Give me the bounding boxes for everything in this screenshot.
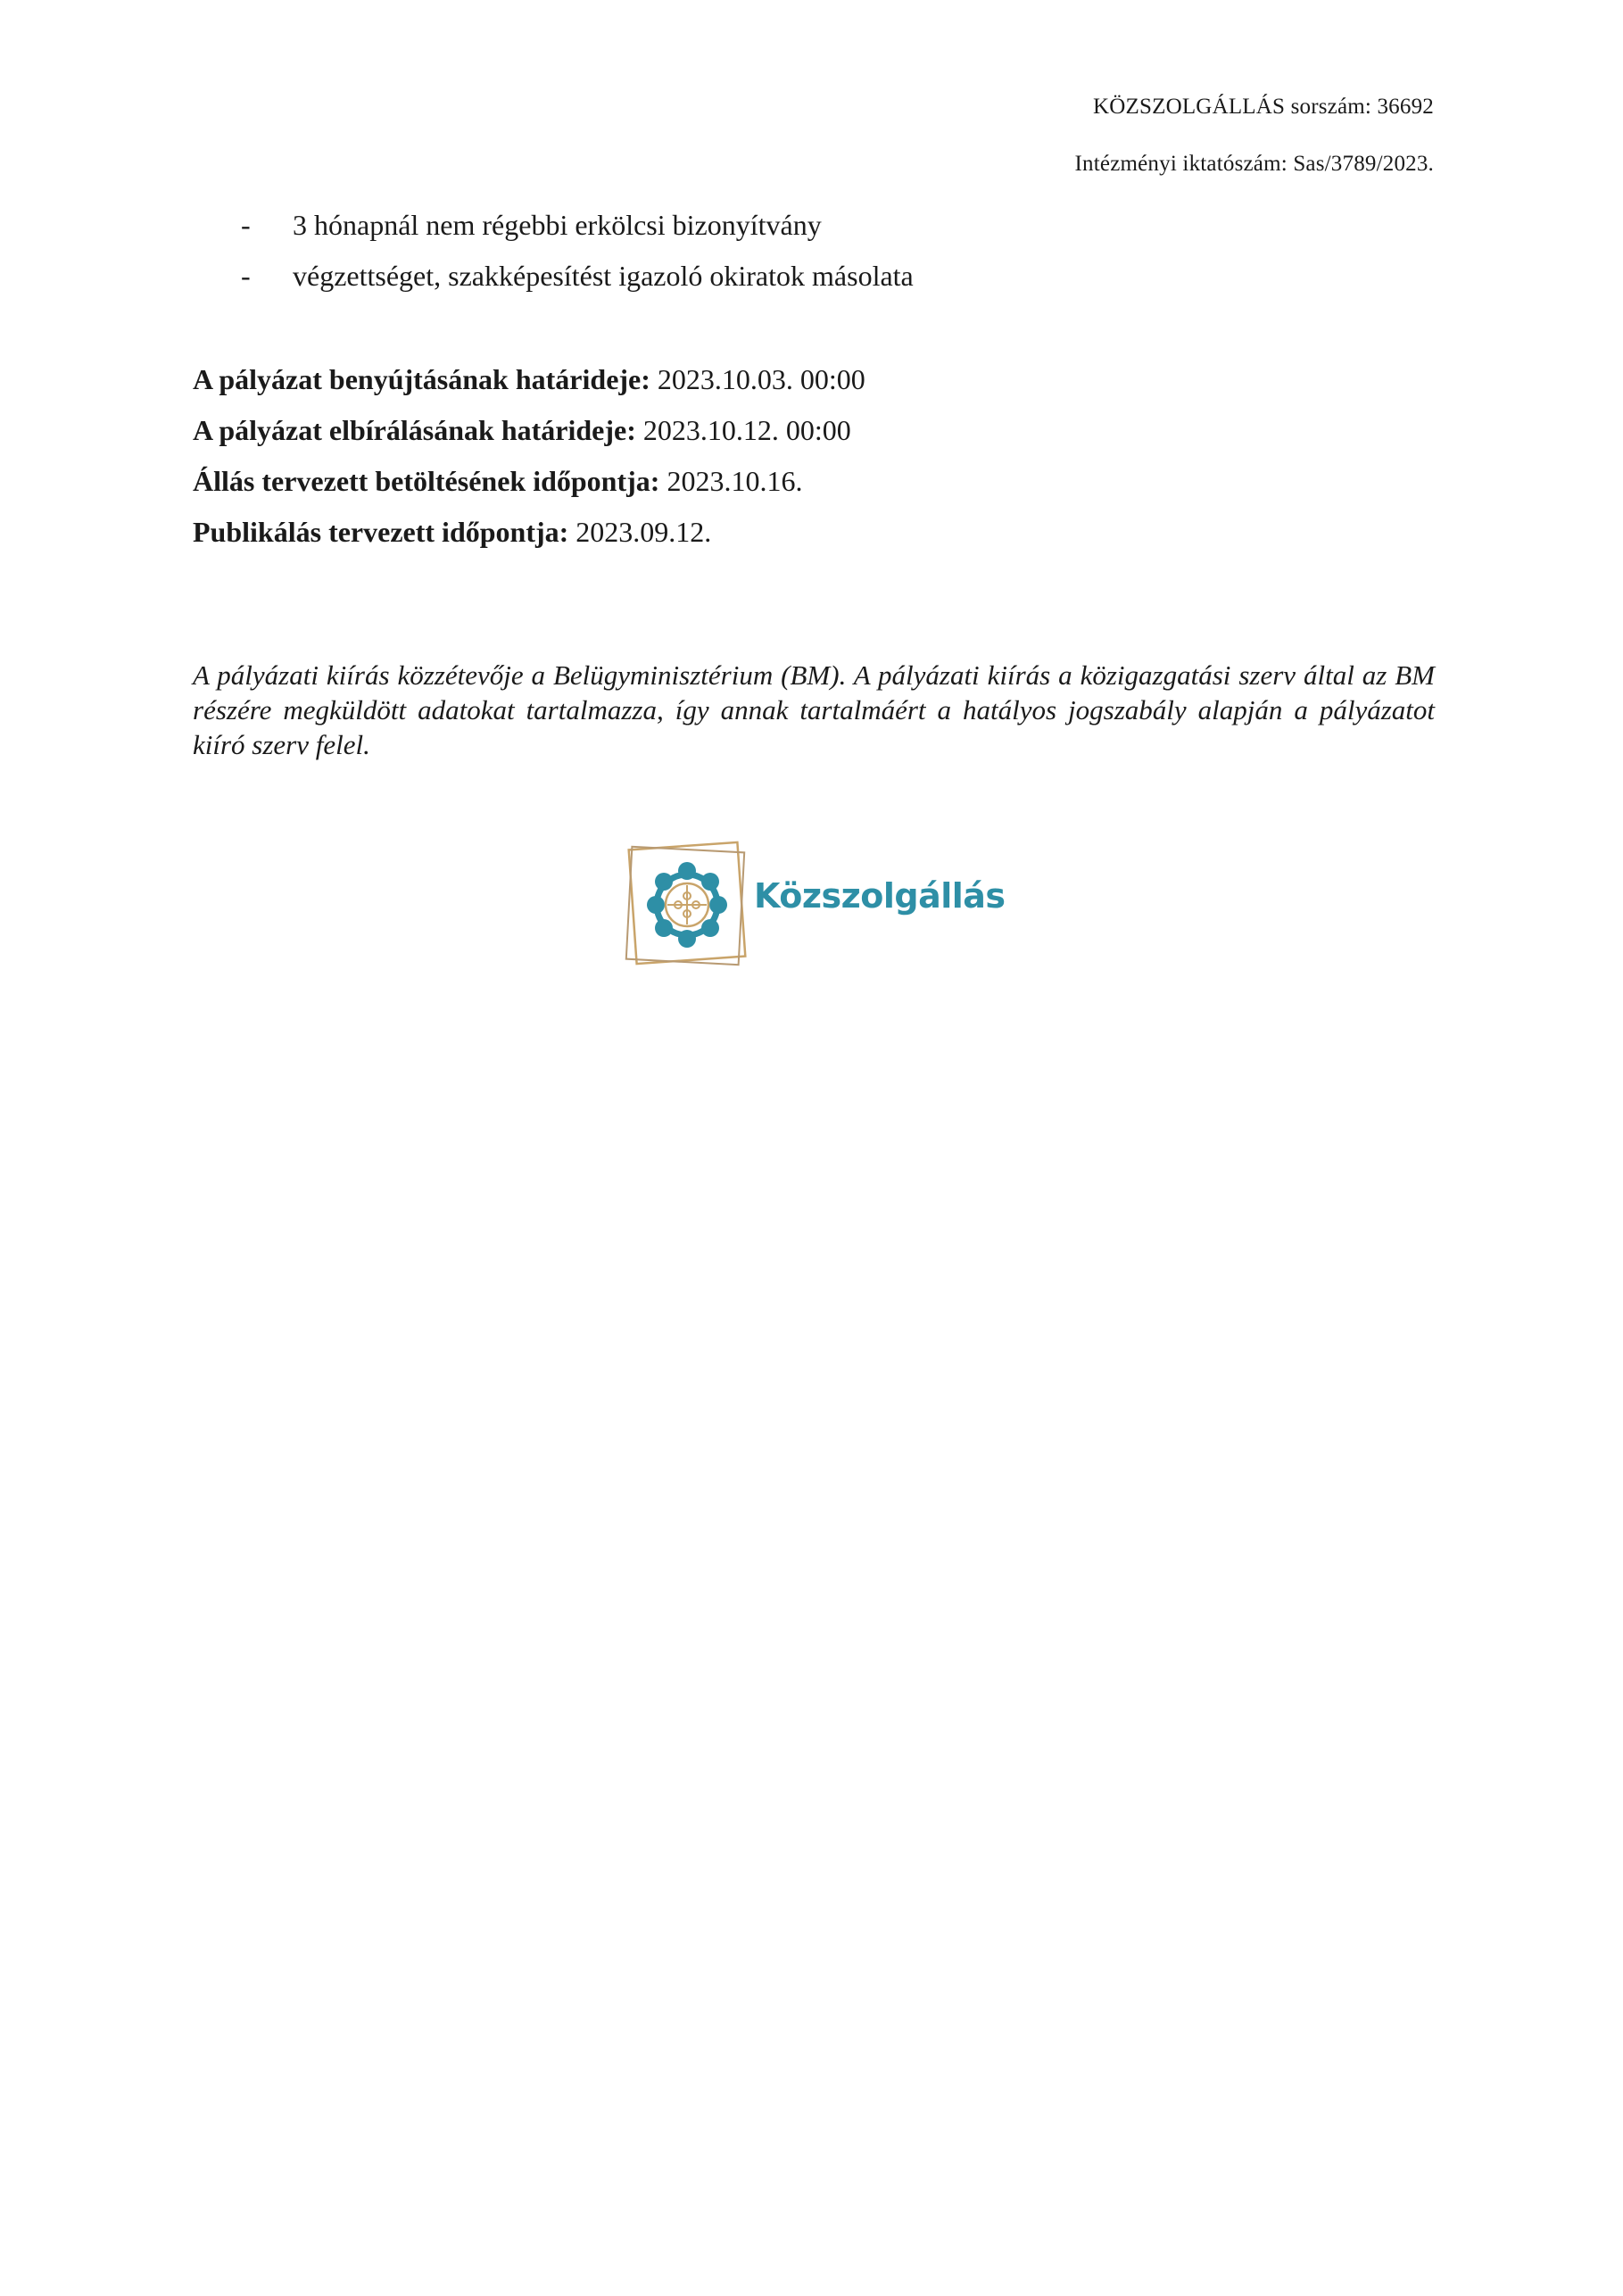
deadline-label: A pályázat elbírálásának határideje: (193, 414, 636, 446)
bullet-dash: - (241, 260, 251, 292)
logo-wordmark: Közszolgállás (754, 876, 1006, 916)
required-documents-list (241, 207, 914, 309)
list-item-text: 3 hónapnál nem régebbi erkölcsi bizonyítvány (293, 209, 822, 241)
reference-number: KÖZSZOLGÁLLÁS sorszám: 36692 (1093, 95, 1434, 119)
deadline-value: 2023.09.12. (568, 516, 712, 548)
filing-number: Intézményi iktatószám: Sas/3789/2023. (1074, 152, 1434, 176)
list-item (241, 258, 914, 294)
deadlines-section (193, 361, 865, 565)
deadline-label: A pályázat benyújtásának határideje: (193, 363, 650, 395)
deadline-value: 2023.10.16. (659, 465, 803, 497)
list-item-text: végzettséget, szakképesítést igazoló okiratok másolata (293, 260, 914, 292)
publisher-notice: A pályázati kiírás közzétevője a Belügyminisztérium (BM). A pályázati kiírás a közigazgatási szerv által az BM részére megküldött adatokat tartalmazza, így annak tartalmáért a hatályos jogszabály alapján a pályázatot kiíró szerv felel. (193, 659, 1435, 760)
bullet-dash: - (241, 209, 251, 241)
deadline-row-publication (193, 514, 865, 550)
deadline-row-start-date (193, 463, 865, 499)
deadline-label: Állás tervezett betöltésének időpontja: (193, 465, 660, 497)
deadline-value: 2023.10.03. 00:00 (650, 363, 865, 395)
kozszolgallas-logo-icon (622, 833, 756, 976)
deadline-value: 2023.10.12. 00:00 (635, 414, 851, 446)
kozszolgallas-logo (622, 833, 1014, 976)
deadline-label: Publikálás tervezett időpontja: (193, 516, 569, 548)
deadline-row-evaluation (193, 412, 865, 448)
list-item (241, 207, 914, 243)
deadline-row-submission (193, 361, 865, 397)
